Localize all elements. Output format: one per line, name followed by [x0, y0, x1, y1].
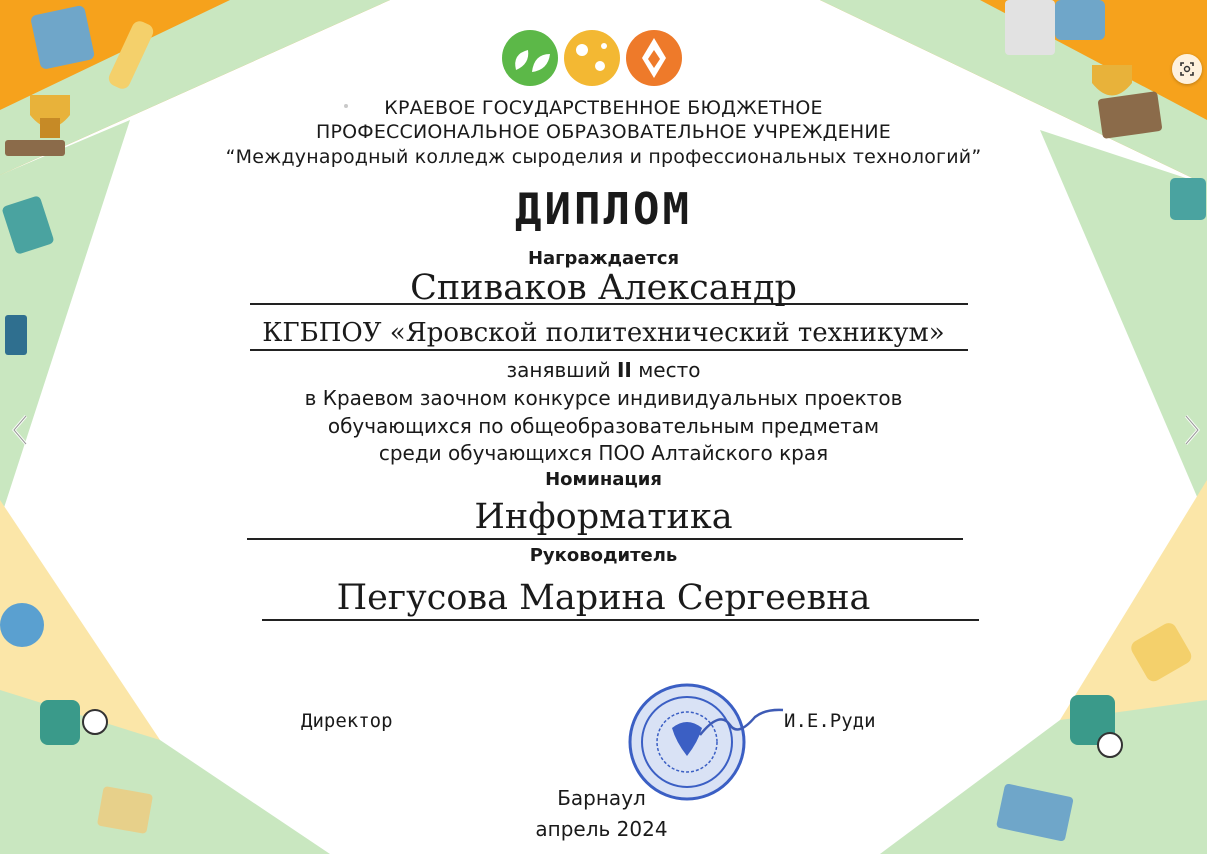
zoom-icon	[1172, 54, 1202, 84]
document-title: ДИПЛОМ	[515, 184, 692, 235]
zoom-button[interactable]	[1172, 54, 1202, 84]
contest-line-3: среди обучающихся ПОО Алтайского края	[378, 441, 829, 465]
supervisor-label: Руководитель	[529, 545, 678, 566]
recipient-org: КГБПОУ «Яровской политехнический техникум»	[262, 318, 945, 348]
cheese-logo-icon	[564, 30, 620, 86]
footer-city: Барнаул	[557, 786, 646, 810]
signature-position: Директор	[301, 710, 393, 732]
recipient-org-underline	[250, 349, 968, 351]
official-seal-icon	[630, 685, 744, 799]
nomination-label: Номинация	[545, 469, 662, 490]
recipient-name: Спиваков Александр	[410, 268, 797, 308]
contest-line-2: обучающихся по общеобразовательным предметам	[327, 414, 880, 438]
chevron-left-icon	[6, 412, 36, 448]
header-line-2: ПРОФЕССИОНАЛЬНОЕ ОБРАЗОВАТЕЛЬНОЕ УЧРЕЖДЕНИЕ	[316, 121, 891, 143]
awarded-label: Награждается	[527, 248, 680, 269]
prev-button[interactable]	[6, 412, 36, 448]
signature-name: И.Е.Руди	[784, 710, 876, 732]
next-button[interactable]	[1176, 412, 1206, 448]
footer-date: апрель 2024	[535, 817, 668, 841]
header-line-1: КРАЕВОЕ ГОСУДАРСТВЕННОЕ БЮДЖЕТНОЕ	[384, 97, 823, 119]
header-line-3: “Международный колледж сыроделия и профессиональных технологий”	[225, 146, 982, 168]
college-logo	[502, 30, 682, 86]
contest-line-1: в Краевом заочном конкурсе индивидуальных проектов	[304, 386, 903, 410]
place-suffix: место	[631, 358, 701, 382]
place-prefix: занявший	[506, 358, 617, 382]
place-number: II	[616, 358, 632, 382]
leaf-logo-icon	[502, 30, 558, 86]
nomination-underline	[247, 538, 963, 540]
nomination-value: Информатика	[474, 497, 733, 537]
supervisor-underline	[262, 619, 979, 621]
place-line	[0, 358, 1207, 382]
flame-logo-icon	[626, 30, 682, 86]
supervisor-name: Пегусова Марина Сергеевна	[336, 578, 871, 618]
chevron-right-icon	[1176, 412, 1206, 448]
